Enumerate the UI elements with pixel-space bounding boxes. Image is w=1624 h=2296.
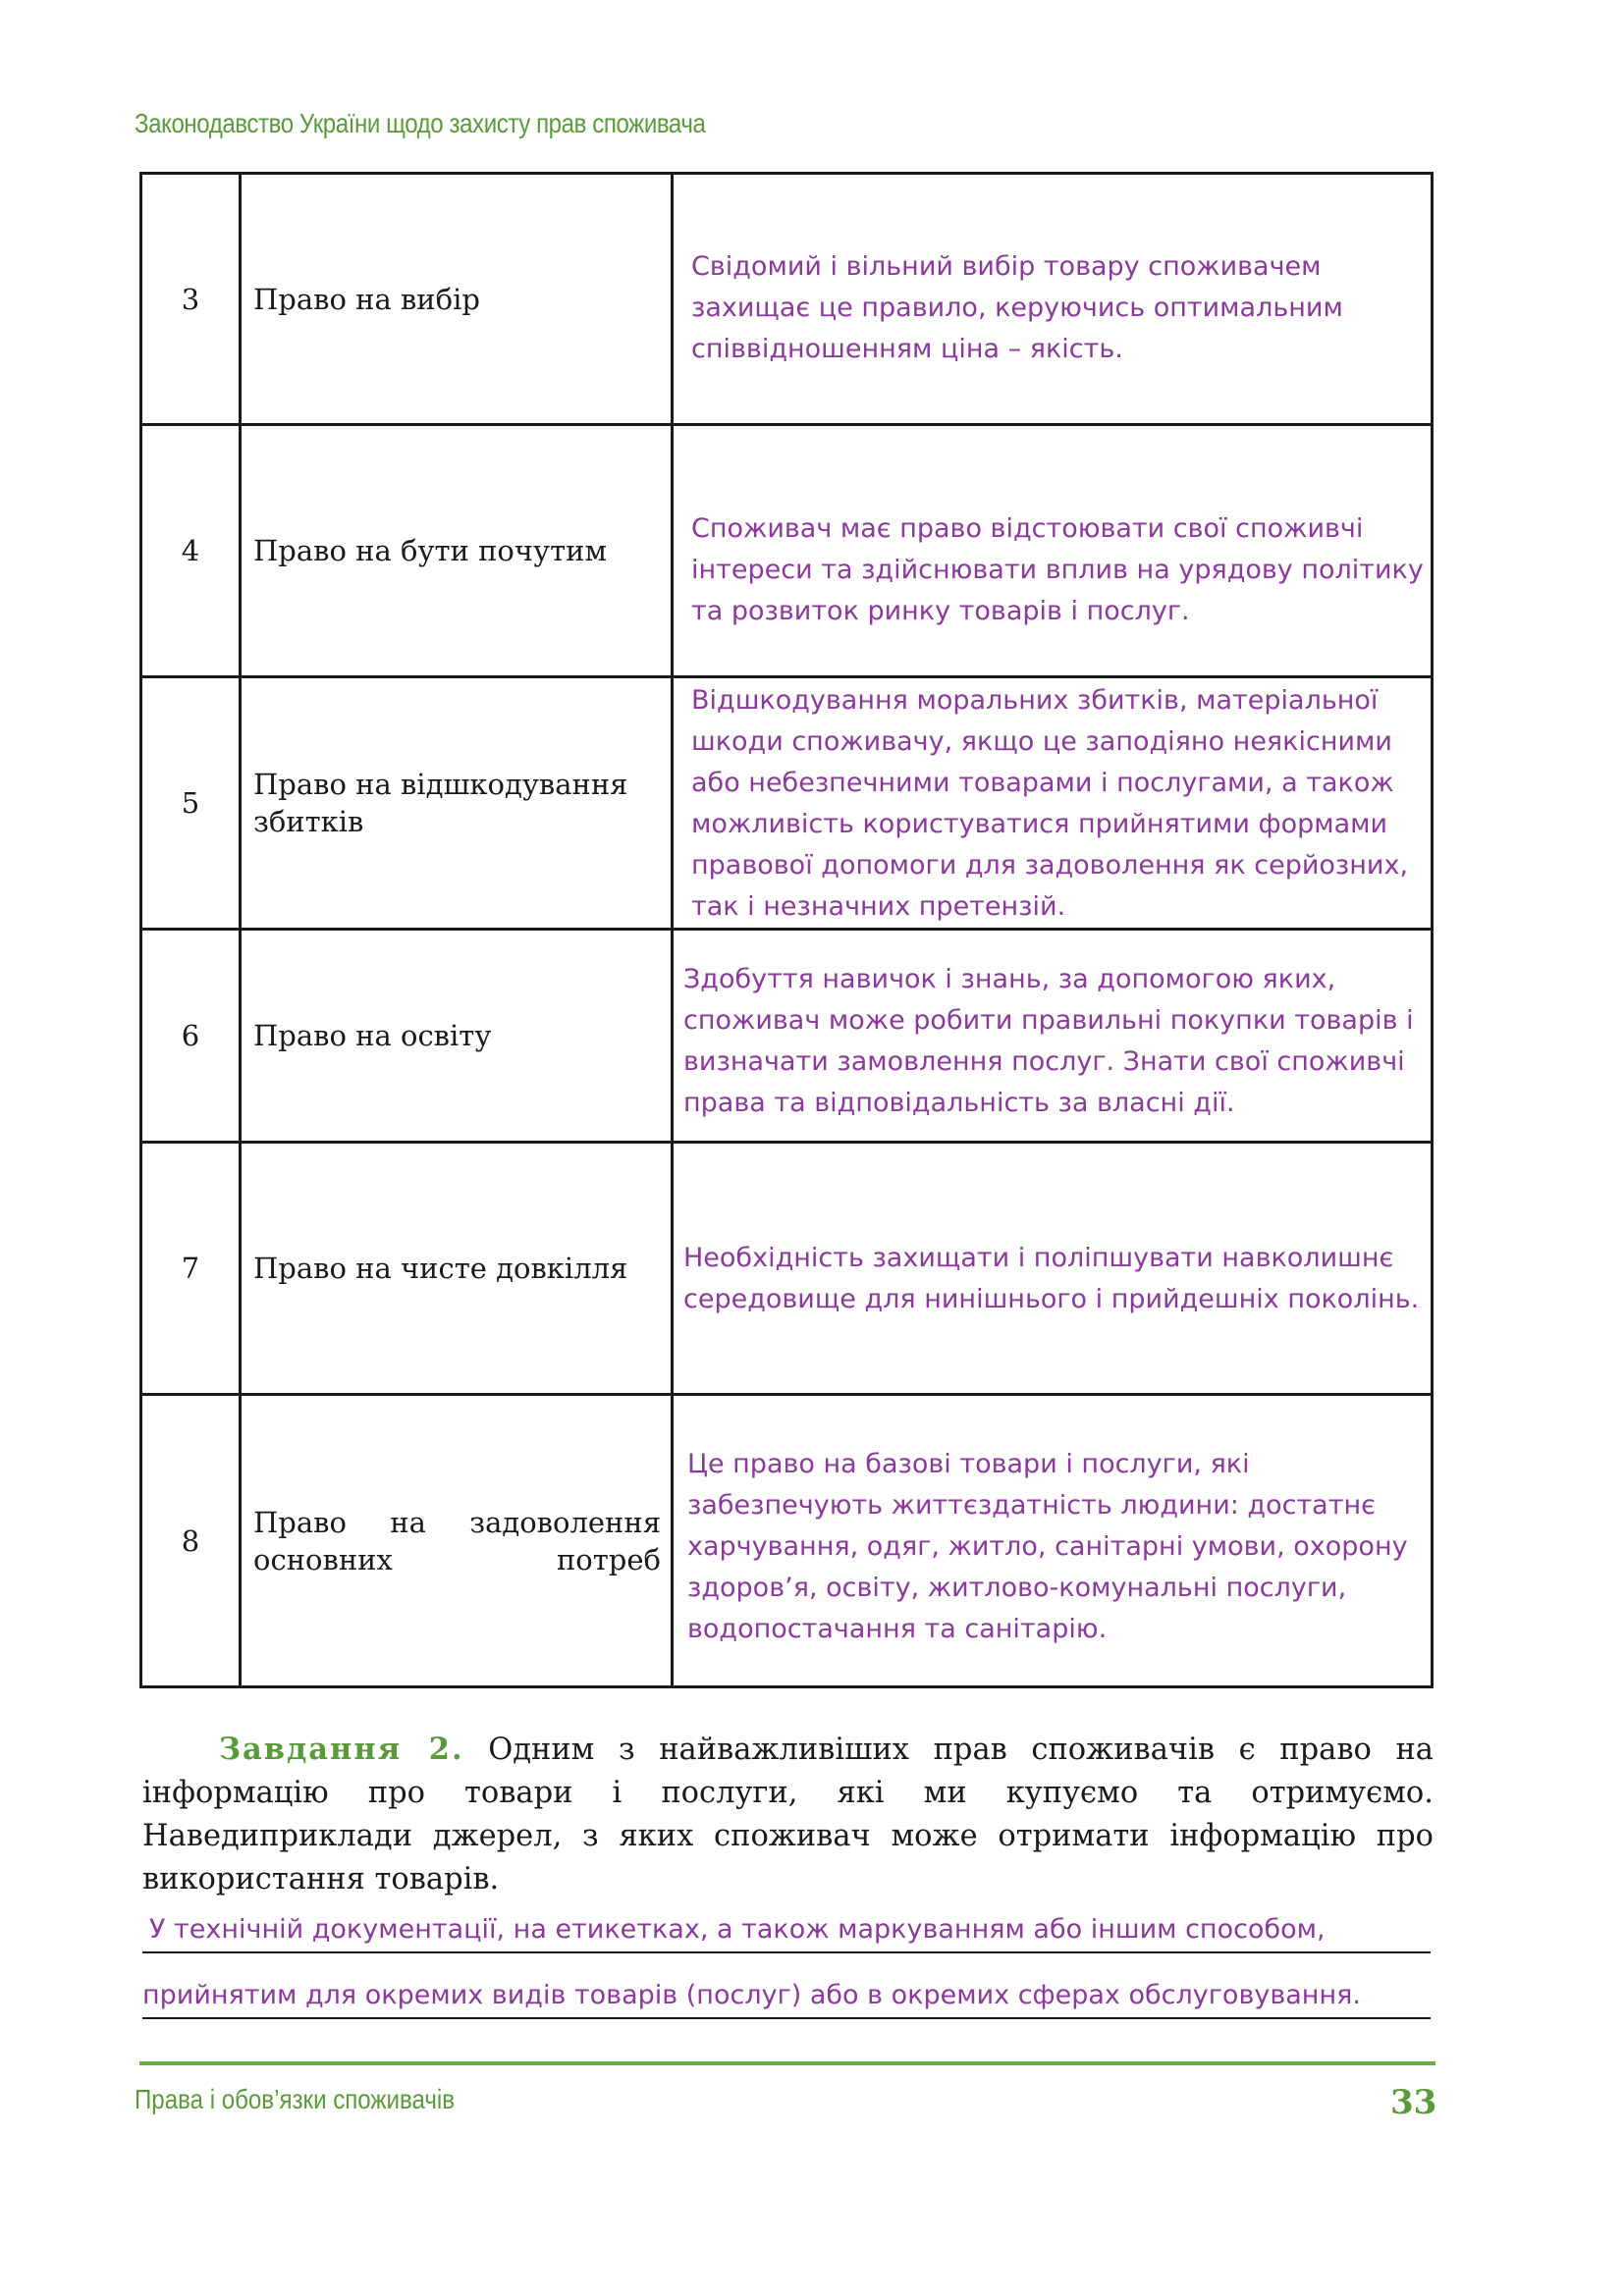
right-name: Право на освіту xyxy=(241,930,673,1143)
answer-cell xyxy=(673,425,1433,677)
answer-cell xyxy=(673,930,1433,1143)
answer-line-text: прийнятим для окремих видів товарів (послуг) або в окремих сферах обслуговування. xyxy=(142,1980,1361,2010)
row-number: 5 xyxy=(141,677,241,930)
right-name: Право на задоволення основних потреб xyxy=(241,1395,673,1687)
task-text: Одним з найважливіших прав споживачів є право на інформацію про товари і послуги, які ми купуємо та отримуємо. Наведиприклади джерел, з яких споживач може отримати інформацію про використання товарів. xyxy=(142,1733,1434,1896)
rights-table xyxy=(139,172,1434,1688)
answer-text: Здобуття навичок і знань, за допомогою яких, споживач може робити правильні покупки товарів і визначати замовлення послуг. Знати свої споживчі права та відповідальність за власні дії. xyxy=(683,964,1414,1118)
row-number: 8 xyxy=(141,1395,241,1687)
answer-cell xyxy=(673,174,1433,425)
table-row xyxy=(141,425,1433,677)
answer-text: Споживач має право відстоювати свої споживчі інтереси та здійснювати вплив на урядову політику та розвиток ринку товарів і послуг. xyxy=(691,513,1424,626)
row-number: 6 xyxy=(141,930,241,1143)
page-number: 33 xyxy=(1390,2083,1437,2122)
footer-rule xyxy=(139,2061,1435,2065)
answer-text: Необхідність захищати і поліпшувати навколишнє середовище для нинішнього і прийдешніх поколінь. xyxy=(683,1243,1420,1314)
row-number: 7 xyxy=(141,1143,241,1395)
right-name: Право на вибір xyxy=(241,174,673,425)
answer-line-text: У технічній документації, на етикетках, а також маркуванням або іншим способом, xyxy=(149,1914,1326,1945)
answer-text: Свідомий і вільний вибір товару споживачем захищає це правило, керуючись оптимальним співвідношенням ціна – якість. xyxy=(691,250,1343,364)
answer-cell xyxy=(673,677,1433,930)
footer-section-title: Права і обов’язки споживачів xyxy=(135,2084,456,2114)
answer-cell xyxy=(673,1143,1433,1395)
table-row xyxy=(141,1143,1433,1395)
table-row xyxy=(141,1395,1433,1687)
right-name: Право на відшкодування збитків xyxy=(241,677,673,930)
running-header: Законодавство України щодо захисту прав споживача xyxy=(135,108,706,138)
answer-cell xyxy=(673,1395,1433,1687)
task-paragraph xyxy=(142,1728,1434,1901)
answer-text: Це право на базові товари і послуги, які забезпечують життєздатність людини: достатнє харчування, одяг, житло, санітарні умови, охорону здоров’я, освіту, житлово-комунальні послуги, водопостачання та санітарію. xyxy=(687,1448,1408,1644)
table-row xyxy=(141,930,1433,1143)
row-number: 3 xyxy=(141,174,241,425)
task-label: Завдання 2. xyxy=(219,1732,464,1767)
answer-line xyxy=(142,1951,1431,1953)
answer-text: Відшкодування моральних збитків, матеріальної шкоди споживачу, якщо це заподіяно неякісними або небезпечними товарами і послугами, а також можливість користуватися прийнятими формами правової допомоги для задоволення як серйозних, так і незначних претензій. xyxy=(691,685,1409,922)
table-row xyxy=(141,677,1433,930)
row-number: 4 xyxy=(141,425,241,677)
table-row xyxy=(141,174,1433,425)
right-name: Право на чисте довкілля xyxy=(241,1143,673,1395)
right-name: Право на бути почутим xyxy=(241,425,673,677)
answer-line xyxy=(142,2017,1431,2019)
